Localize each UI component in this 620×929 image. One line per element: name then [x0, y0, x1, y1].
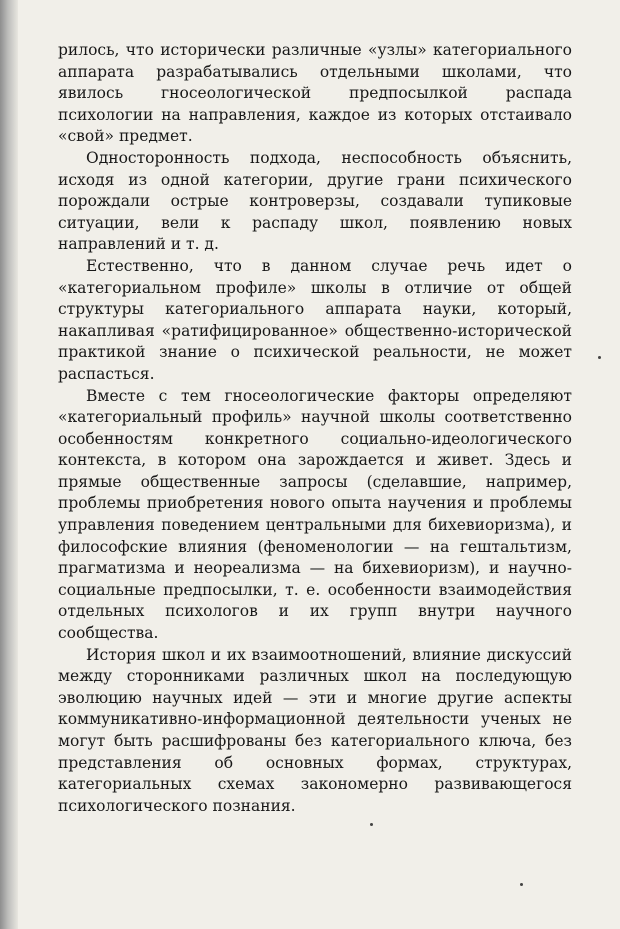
- paragraph-5: История школ и их взаимоотношений, влияние дискуссий между сторонниками различных школ на последующую эволюцию научных идей — эти и многие другие аспекты коммуникативно-информационной деятельности ученых не могут быть расшифрованы без категориального ключа, без представления об основных формах, структурах, категориальных схемах закономерно развивающегося психологического познания.: [58, 645, 572, 815]
- print-speck: [520, 883, 523, 886]
- paragraph-3: Естественно, что в данном случае речь идет о «категориальном профиле» школы в отличие от общей структуры категориального аппарата науки, который, накапливая «ратифицированное» общественно-исторической практикой знание о психической реальности, не может распасться.: [58, 256, 572, 383]
- print-speck: [370, 823, 373, 826]
- paragraph-2: Односторонность подхода, неспособность объяснить, исходя из одной категории, другие грани психического порождали острые контроверзы, создавали тупиковые ситуации, вели к распаду школ, появлению новых направлений и т. д.: [58, 148, 572, 254]
- paragraph-1: рилось, что исторически различные «узлы» категориального аппарата разрабатывались отдельными школами, что явилось гносеологической предпосылкой распада психологии на направления, каждое из которых отстаивало «свой» предмет.: [58, 41, 572, 146]
- paragraph-4: Вместе с тем гносеологические факторы определяют «категориальный профиль» научной школы соответственно особенностям конкретного социально-идеологического контекста, в котором она зарождается и живет. Здесь и прямые общественные запросы (сделавшие, например, проблемы приобретения нового опыта научения и проблемы управления поведением центральными для бихевиоризма), и философские влияния (феноменологии — на гештальтизм, прагматизма и неореализма — на бихевиоризм), и научно-социальные предпосылки, т. е. особенности взаимодействия отдельных психологов и их групп внутри научного сообщества.: [58, 386, 572, 643]
- page-text-body: [58, 40, 572, 817]
- print-speck: [598, 356, 601, 359]
- page-edge-shadow: [0, 0, 18, 929]
